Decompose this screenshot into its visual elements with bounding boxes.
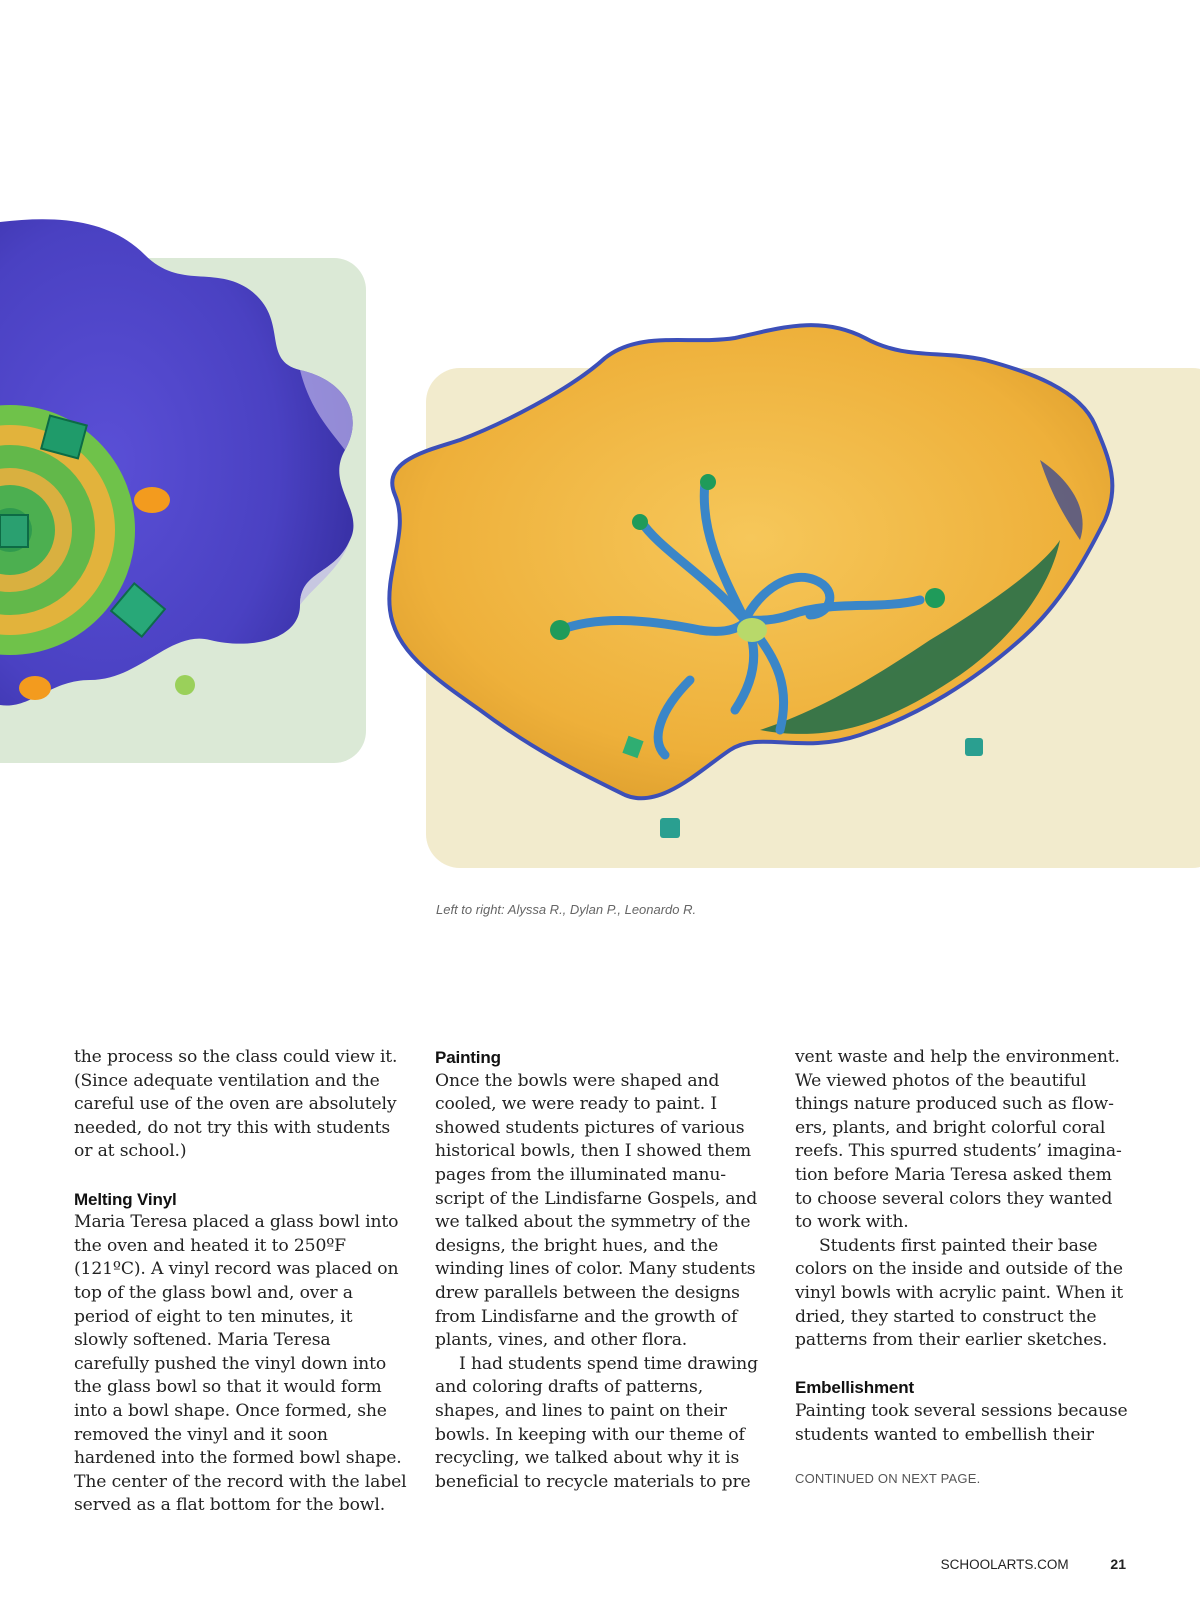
paragraph: Painting took several sessions because students wanted to embellish their <box>795 1400 1128 1445</box>
paragraph: vent waste and help the environment. We viewed photos of the beautiful things nature produced such as flowers, plants, and bright colorful coral reefs. This spurred students’ imagination before Maria Teresa asked them to choose several colors they wanted to work with. <box>795 1047 1122 1233</box>
section-heading-painting: Painting <box>435 1048 501 1067</box>
article-column-3 <box>795 1046 1129 1491</box>
site-name: SCHOOLARTS.COM <box>940 1557 1069 1572</box>
continued-note: CONTINUED ON NEXT PAGE. <box>795 1471 981 1487</box>
photo-caption: Left to right: Alyssa R., Dylan P., Leonardo R. <box>436 902 697 917</box>
paragraph: I had students spend time drawing and coloring drafts of patterns, shapes, and lines to paint on their bowls. In keeping with our theme of recycling, we talked about why it is beneficial to recycle materials to pre <box>435 1353 758 1492</box>
paragraph: Maria Teresa placed a glass bowl into the oven and heated it to 250ºF (121ºC). A vinyl record was placed on top of the glass bowl and, over a period of eight to ten minutes, it slowly softened. Maria Teresa carefully pushed the vinyl down into the glass bowl so that it would form into a bowl shape. Once formed, she removed the vinyl and it soon hardened into the formed bowl shape. The center of the record with the label served as a flat bottom for the bowl. <box>74 1212 407 1516</box>
paragraph: the process so the class could view it. (Since adequate ventilation and the careful use of the oven are absolutely needed, do not try this with students or at school.) <box>74 1047 398 1162</box>
section-heading-melting-vinyl: Melting Vinyl <box>74 1189 177 1209</box>
paragraph: Once the bowls were shaped and cooled, we were ready to paint. I showed students pictures of various historical bowls, then I showed them pages from the illuminated manuscript of the Lindisfarne Gospels, and we talked about the symmetry of the designs, the bright hues, and the winding lines of color. Many students drew parallels between the designs from Lindisfarne and the growth of plants, vines, and other flora. <box>435 1070 758 1351</box>
paragraph: Students first painted their base colors on the inside and outside of the vinyl bowls with acrylic paint. When it dried, they started to construct the patterns from their earlier sketches. <box>795 1235 1123 1351</box>
bowls-photo <box>0 210 1200 900</box>
page-number: 21 <box>1110 1556 1126 1572</box>
article-column-1 <box>74 1046 408 1518</box>
section-heading-embellishment: Embellishment <box>795 1378 914 1398</box>
article-column-2 <box>435 1046 769 1494</box>
page-footer <box>941 1556 1126 1572</box>
